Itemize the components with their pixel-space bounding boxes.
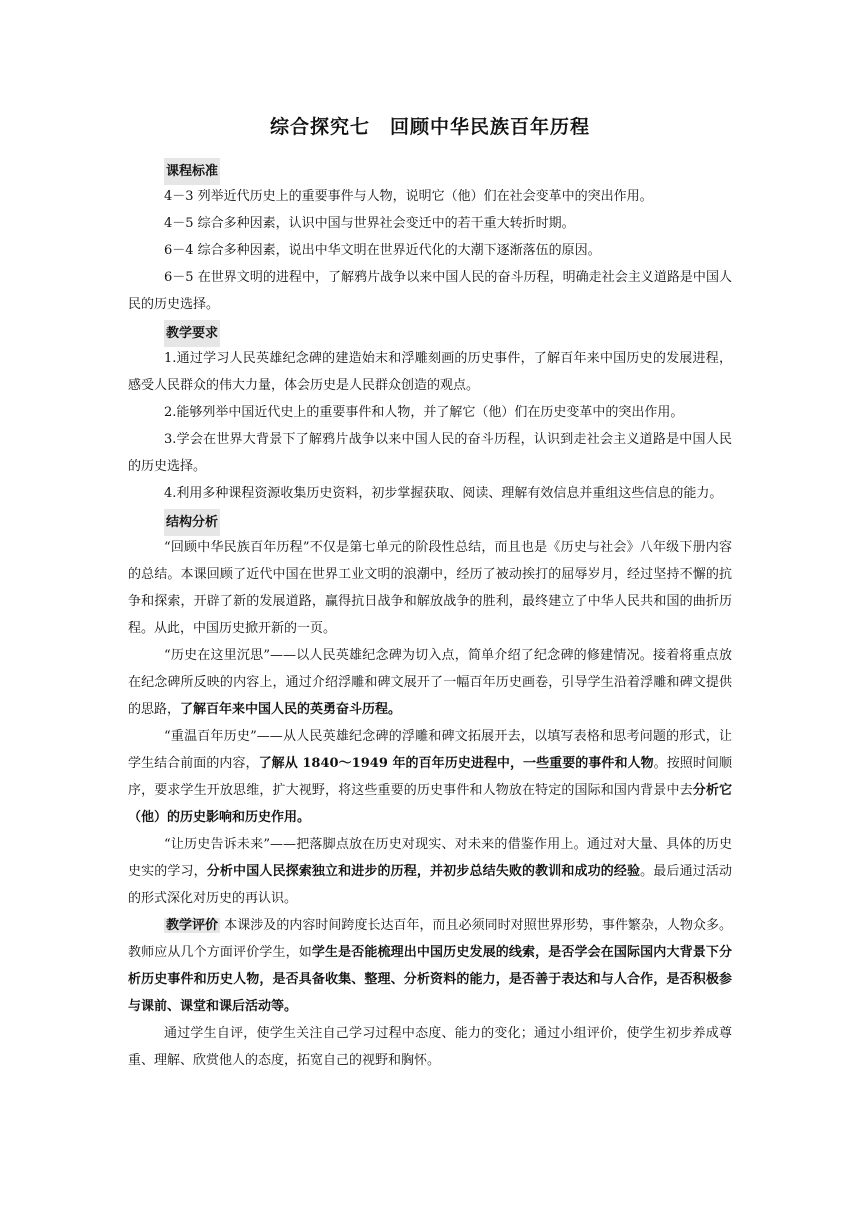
structure-paragraph: “回顾中华民族百年历程”不仅是第七单元的阶段性总结，而且也是《历史与社会》八年级下册内容的总结。本课回顾了近代中国在世界工业文明的浪潮中，经历了被动挨打的屈辱岁月，经过坚持不懈的抗争和探索，开辟了新的发展道路，赢得抗日战争和解放战争的胜利，最终建立了中华人民共和国的曲折历程。从此，中国历史掀开新的一页。 <box>128 540 732 636</box>
standard-item: 6－4 综合多种因素，说出中华文明在世界近代化的大潮下逐渐落伍的原因。 <box>164 243 601 258</box>
section-heading-evaluation: 教学评价 <box>166 918 219 933</box>
section-heading-requirements: 教学要求 <box>164 320 220 347</box>
requirement-item: 3.学会在世界大背景下了解鸦片战争以来中国人民的奋斗历程，认识到走社会主义道路是中国人民的历史选择。 <box>128 432 732 474</box>
section-heading-structure: 结构分析 <box>164 509 220 536</box>
structure-paragraph: “重温百年历史”——从人民英雄纪念碑的浮雕和碑文拓展开去，以填写表格和思考问题的形式，让学生结合前面的内容，了解从 1840～1949 年的百年历史进程中，一些重要的事件和人物。按照时间顺序，要求学生开放思维，扩大视野，将这些重要的历史事件和人物放在特定的国际和国内背景中去分析它（他）的历史影响和历史作用。 <box>128 729 732 825</box>
structure-paragraph: “历史在这里沉思”——以人民英雄纪念碑为切入点，简单介绍了纪念碑的修建情况。接着将重点放在纪念碑所反映的内容上，通过介绍浮雕和碑文展开了一幅百年历史画卷，引导学生沿着浮雕和碑文提供的思路，了解百年来中国人民的英勇奋斗历程。 <box>128 648 732 717</box>
standard-item: 6－5 在世界文明的进程中，了解鸦片战争以来中国人民的奋斗历程，明确走社会主义道路是中国人民的历史选择。 <box>128 270 732 312</box>
section-heading-standards: 课程标准 <box>164 158 220 185</box>
page-title: 综合探究七 回顾中华民族百年历程 <box>269 116 590 138</box>
evaluation-paragraph: 教学评价 本课涉及的内容时间跨度长达百年，而且必须同时对照世界形势，事件繁杂，人物众多。教师应从几个方面评价学生，如学生是否能梳理出中国历史发展的线索，是否学会在国际国内大背景下分析历史事件和历史人物，是否具备收集、整理、分析资料的能力，是否善于表达和与人合作，是否积极参与课前、课堂和课后活动等。 <box>128 918 732 1014</box>
requirement-item: 1.通过学习人民英雄纪念碑的建造始末和浮雕刻画的历史事件，了解百年来中国历史的发展进程，感受人民群众的伟大力量，体会历史是人民群众创造的观点。 <box>128 351 732 393</box>
evaluation-paragraph: 通过学生自评，使学生关注自己学习过程中态度、能力的变化；通过小组评价，使学生初步养成尊重、理解、欣赏他人的态度，拓宽自己的视野和胸怀。 <box>128 1026 732 1068</box>
standard-item: 4－3 列举近代历史上的重要事件与人物，说明它（他）们在社会变革中的突出作用。 <box>164 189 653 204</box>
standard-item: 4－5 综合多种因素，认识中国与世界社会变迁中的若干重大转折时期。 <box>164 216 575 231</box>
requirement-item: 4.利用多种课程资源收集历史资料，初步掌握获取、阅读、理解有效信息并重组这些信息的能力。 <box>164 486 723 501</box>
structure-paragraph: “让历史告诉未来”——把落脚点放在历史对现实、对未来的借鉴作用上。通过对大量、具体的历史史实的学习，分析中国人民探索独立和进步的历程，并初步总结失败的教训和成功的经验。最后通过活动的形式深化对历史的再认识。 <box>128 837 732 906</box>
requirement-item: 2.能够列举中国近代史上的重要事件和人物，并了解它（他）们在历史变革中的突出作用。 <box>164 405 684 420</box>
